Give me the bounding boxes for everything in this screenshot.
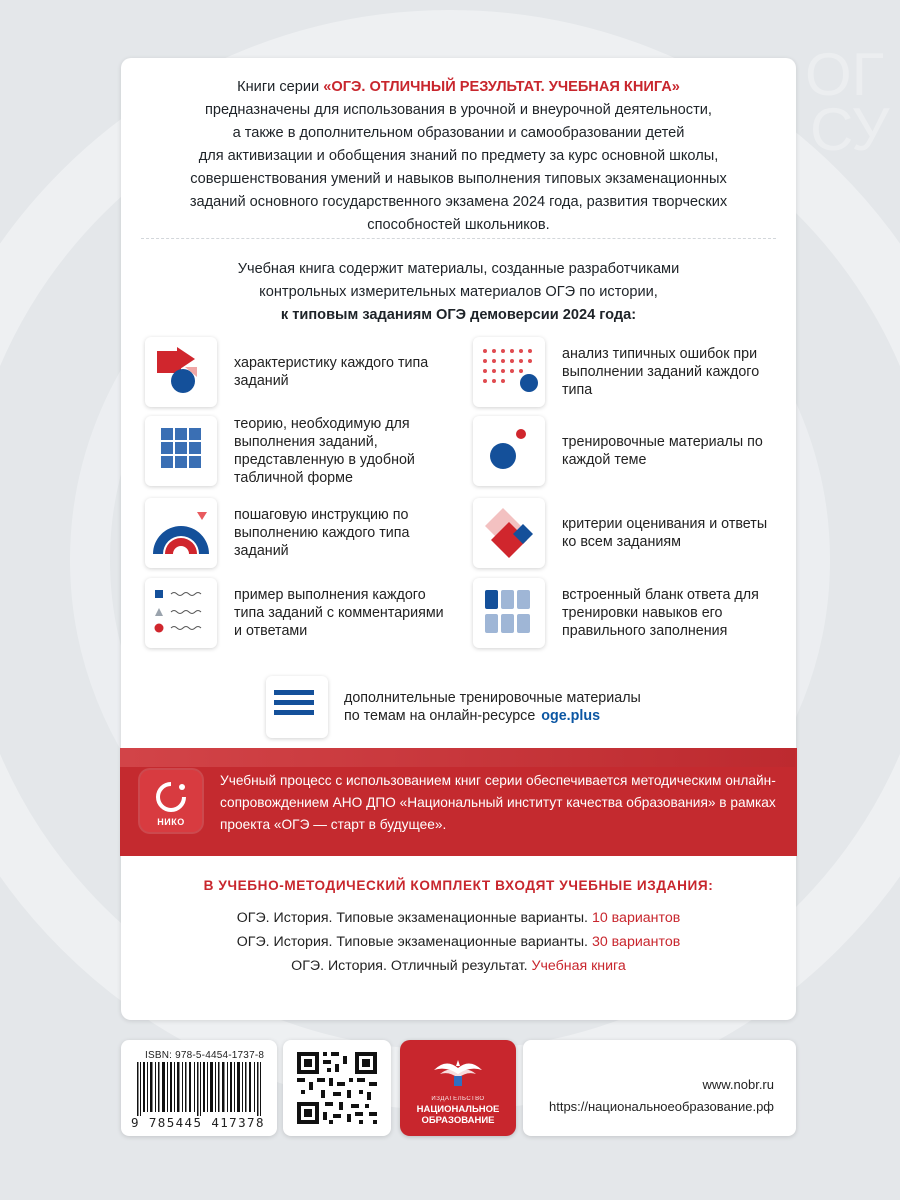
feature-text: пример выполнения каждого типа заданий с комментариями и ответами [234, 587, 444, 639]
feature-text: критерии оценивания и ответы ко всем заданиям [562, 516, 768, 550]
feature-text: встроенный бланк ответа для тренировки навыков его правильного заполнения [562, 587, 759, 639]
publisher-name-line: НАЦИОНАЛЬНОЕ [416, 1104, 500, 1115]
contents-intro [141, 258, 776, 327]
feature-item [145, 416, 445, 486]
niko-label: НИКО [157, 817, 185, 827]
intro-line: а также в дополнительном образовании и самообразовании детей [232, 125, 685, 141]
eagle-icon [400, 1040, 516, 1096]
kit-title: В УЧЕБНО-МЕТОДИЧЕСКИЙ КОМПЛЕКТ ВХОДЯТ УЧЕБНЫЕ ИЗДАНИЯ: [203, 878, 714, 893]
contents-line: Учебная книга содержит материалы, созданные разработчиками [237, 261, 680, 277]
kit-item-title: ОГЭ. История. Типовые экзаменационные варианты. [236, 934, 588, 950]
svg-text:СУ: СУ [810, 96, 890, 163]
intro-line: совершенствования умений и навыков выполнения типовых экзаменационных [190, 171, 727, 187]
menu-lines-icon [266, 676, 328, 738]
feature-item [145, 578, 445, 648]
feature-item [473, 498, 773, 568]
online-text [344, 676, 744, 738]
series-description [141, 76, 776, 237]
answer-form-icon [473, 578, 545, 648]
intro-line: предназначены для использования в урочной и внеурочной деятельности, [205, 102, 712, 118]
contents-highlight: к типовым заданиям ОГЭ демоверсии 2024 года: [280, 307, 637, 323]
barcode [137, 1062, 265, 1116]
svg-text:ОГ: ОГ [805, 41, 885, 108]
publisher-name [400, 1104, 516, 1126]
series-name: «ОГЭ. ОТЛИЧНЫЙ РЕЗУЛЬТАТ. УЧЕБНАЯ КНИГА» [323, 79, 680, 95]
kit-item-accent: Учебная книга [531, 958, 626, 974]
qr-card [283, 1040, 391, 1136]
kit-item [141, 934, 776, 950]
publisher-small-text: ИЗДАТЕЛЬСТВО [431, 1096, 485, 1102]
oge-plus-link[interactable]: oge.plus [541, 708, 601, 724]
dashed-divider [141, 238, 776, 239]
kit-item-title: ОГЭ. История. Отличный результат. [291, 958, 528, 974]
qr-code [293, 1048, 381, 1128]
intro-prefix: Книги серии [237, 79, 324, 95]
banner-strip [120, 748, 795, 767]
online-resource [266, 676, 746, 738]
feature-text: пошаговую инструкцию по выполнению каждого типа заданий [234, 507, 410, 559]
kit-item-accent: 30 вариантов [591, 934, 681, 950]
online-line: по темам на онлайн-ресурсе [344, 708, 536, 724]
intro-line: заданий основного государственного экзамена 2024 года, развития творческих [189, 194, 728, 210]
support-banner [120, 748, 797, 856]
dots-grid-icon [473, 337, 545, 407]
feature-text: теорию, необходимую для выполнения заданий, представленную в удобной табличной форме [234, 416, 415, 486]
online-line: дополнительные тренировочные материалы [344, 690, 641, 706]
example-list-icon [145, 578, 217, 648]
feature-item [473, 416, 773, 486]
shapes-icon [145, 337, 217, 407]
info-panel [121, 58, 796, 1020]
feature-item [145, 337, 445, 407]
diamonds-icon [473, 498, 545, 568]
intro-line: способностей школьников. [367, 217, 550, 233]
niko-logo [140, 770, 202, 832]
feature-text: анализ типичных ошибок при выполнении заданий каждого типа [562, 346, 760, 398]
feature-item [473, 578, 773, 648]
publisher-logo [400, 1040, 516, 1136]
site-url[interactable]: https://национальноеобразование.рф [548, 1099, 774, 1114]
circles-icon [473, 416, 545, 486]
feature-text: тренировочные материалы по каждой теме [562, 434, 763, 468]
intro-line: для активизации и обобщения знаний по предмету за курс основной школы, [198, 148, 719, 164]
isbn-label: ISBN: 978-5-4454-1737-8 [145, 1050, 265, 1061]
feature-text: характеристику каждого типа заданий [234, 355, 429, 389]
kit-item-title: ОГЭ. История. Типовые экзаменационные варианты. [236, 910, 588, 926]
barcode-digits: 9 785445 417378 [131, 1115, 265, 1130]
contents-line: контрольных измерительных материалов ОГЭ по истории, [259, 284, 658, 300]
urls-card [523, 1040, 796, 1136]
kit-item-accent: 10 вариантов [591, 910, 681, 926]
feature-item [473, 337, 773, 407]
publisher-name-line: ОБРАЗОВАНИЕ [421, 1115, 495, 1126]
publisher-urls [549, 1074, 774, 1118]
feature-item [145, 498, 445, 568]
kit-item [141, 910, 776, 926]
site-url[interactable]: www.nobr.ru [702, 1077, 774, 1092]
kit-item [141, 958, 776, 974]
arcs-icon [145, 498, 217, 568]
support-text: Учебный процесс с использованием книг серии обеспечивается методическим онлайн-сопровождением АНО ДПО «Национальный институт качества образования» в рамках проекта «ОГЭ — старт в будущее». [220, 773, 776, 832]
table-icon [145, 416, 217, 486]
isbn-card [121, 1040, 277, 1136]
